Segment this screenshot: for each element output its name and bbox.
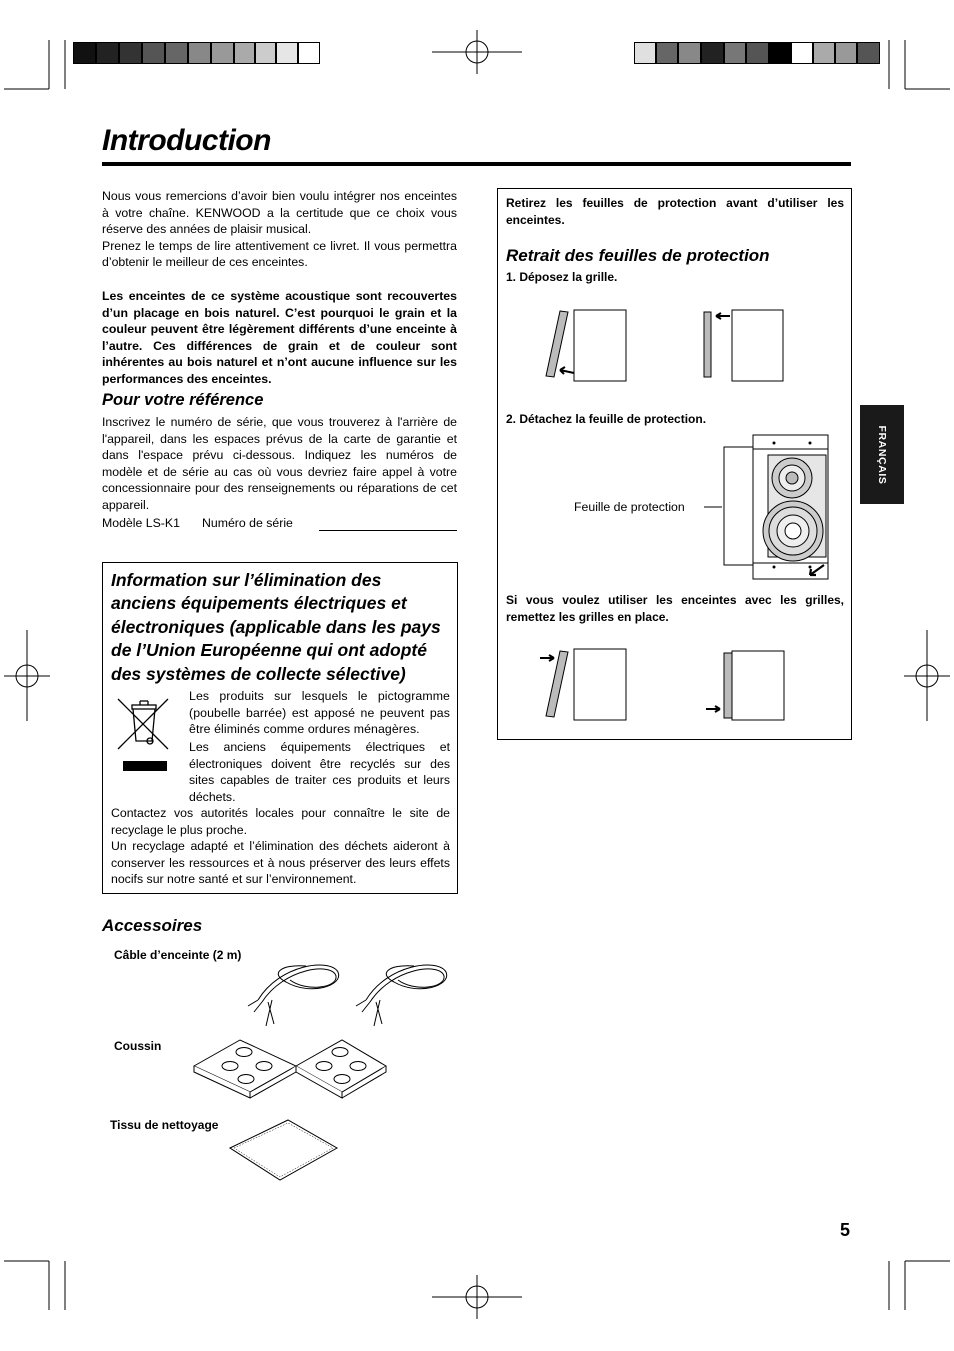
protection-box [497,188,852,740]
disposal-text-b: Les anciens équipements électriques et électroniques doivent être recyclés sur des sites capables de traiter ces produits et leurs déchets. [189,740,450,804]
step-1-label: 1. Déposez la grille. [506,270,618,284]
crossed-bin-icon [113,693,173,775]
speaker-cable-illustration [240,962,450,1028]
reference-heading: Pour votre référence [102,391,264,409]
cushion-label: Coussin [114,1039,162,1053]
cloth-label: Tissu de nettoyage [110,1118,219,1132]
veneer-note: Les enceintes de ce système acoustique sont recouvertes d’un placage en bois naturel. C’est pourquoi le grain et la couleur peuvent être légèrement différents d’une enceinte à l’autre. Ces différences de grain et de couleur sont inhérentes au bois naturel et n’ont aucune influence sur les performances des enceintes. [102,289,457,386]
step-2-label: 2. Détachez la feuille de protection. [506,412,707,426]
intro-paragraph-2: Prenez le temps de lire attentivement ce livret. Il vous permettra d’obtenir le meilleur de ces enceintes. [102,238,457,270]
protection-heading: Retrait des feuilles de protection [506,246,770,265]
disposal-heading: Information sur l’élimination des anciens équipements électriques et électroniques (applicable dans les pays de l’Union Européenne qui ont adopté des systèmes de collecte sélective) [111,570,441,684]
speaker-sheet-illustration [698,433,838,583]
replace-grille-illustration [538,643,798,725]
serial-label: Numéro de série [202,516,293,530]
language-tab [860,405,904,504]
disposal-text-c: Contactez vos autorités locales pour connaître le site de recyclage le plus proche. [111,806,450,837]
disposal-text-d: Un recyclage adapté et l’élimination des déchets aideront à conserver les ressources et à nous préserver des leurs effets nocifs sur notre santé et sur l’environnement. [111,839,450,887]
remove-grille-illustration [538,303,798,385]
page-title: Introduction [102,124,271,157]
cable-label: Câble d’enceinte (2 m) [114,948,242,962]
intro-paragraph-1: Nous vous remercions d’avoir bien voulu intégrer nos enceintes à votre chaîne. KENWOOD a la certitude que ce choix vous réserve des années de plaisir musical. [102,189,457,237]
accessories-heading: Accessoires [102,916,203,935]
serial-number-line [319,530,457,531]
protection-warning: Retirez les feuilles de protection avant d’utiliser les enceintes. [506,196,844,227]
disposal-box [102,562,458,894]
cleaning-cloth-illustration [226,1118,341,1184]
disposal-text-a: Les produits sur lesquels le pictogramme (poubelle barrée) est apposé ne peuvent pas être éliminés comme ordures ménagères. [189,689,450,737]
model-label: Modèle LS-K1 [102,516,180,530]
page-number: 5 [840,1220,851,1240]
protection-sheet-label: Feuille de protection [574,500,685,514]
cushion-illustration [190,1036,390,1100]
reference-text: Inscrivez le numéro de série, que vous trouverez à l'arrière de l'appareil, dans les espaces prévus de la carte de garantie et dans l'espace prévu ci-dessous. Indiquez les numéros de modèle et de série au cas où vous devriez faire appel à votre concessionnaire pour des renseignements ou réparations de cet appareil. [102,415,457,512]
language-tab-label: FRANÇAIS [876,424,888,485]
replace-grille-note: Si vous voulez utiliser les enceintes avec les grilles, remettez les grilles en place. [506,593,844,624]
title-rule [102,162,851,166]
intro-text [102,188,457,271]
